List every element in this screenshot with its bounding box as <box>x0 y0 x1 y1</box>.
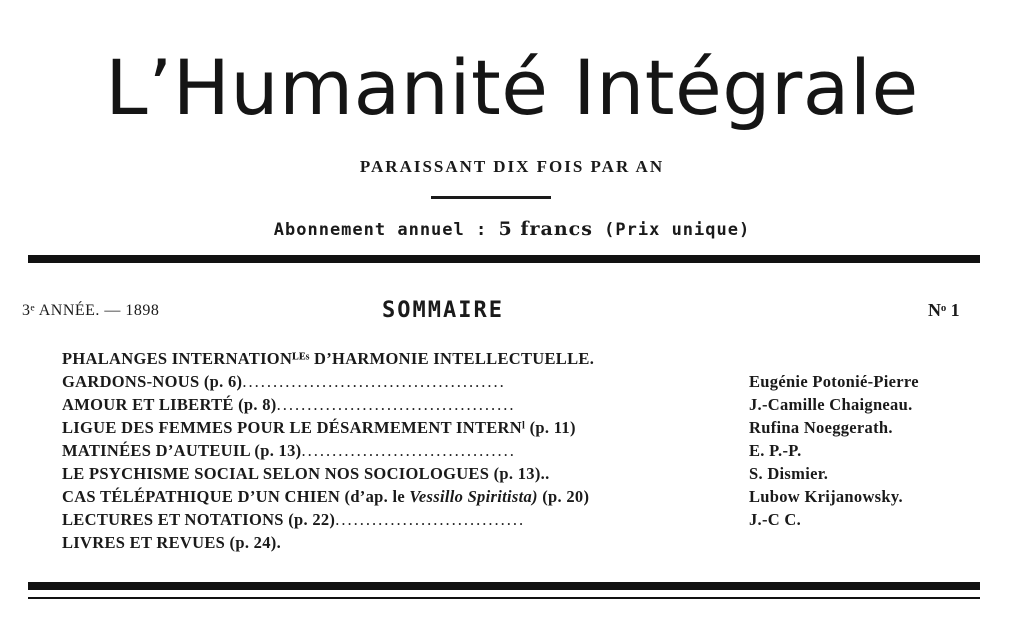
list-item <box>62 487 992 510</box>
short-divider <box>431 196 551 199</box>
article-author: J.-C C. <box>749 510 802 529</box>
list-item <box>62 349 992 372</box>
dot-leader: ............................... <box>335 510 526 529</box>
list-item <box>62 533 992 556</box>
article-title: LE PSYCHISME SOCIAL SELON NOS SOCIOLOGUES (p. 13).. <box>62 464 550 483</box>
dot-leader: ................................... <box>301 441 516 460</box>
list-item <box>62 464 992 487</box>
article-title: LECTURES ET NOTATIONS (p. 22) <box>62 510 336 529</box>
list-item <box>62 418 992 441</box>
subscription-price: 5 francs <box>498 218 593 240</box>
subscription-line <box>0 218 1024 240</box>
issue-number: Nᵒ 1 <box>928 300 960 320</box>
article-author: Rufina Noeggerath. <box>749 418 893 437</box>
bottom-rule-thin <box>28 597 980 599</box>
table-of-contents <box>62 349 992 556</box>
issue-year: 3ᵉ ANNÉE. — 1898 <box>22 302 160 319</box>
article-author: Eugénie Potonié-Pierre <box>749 372 919 391</box>
publication-frequency: PARAISSANT DIX FOIS PAR AN <box>359 157 665 176</box>
article-title: LIVRES ET REVUES (p. 24). <box>62 533 282 552</box>
article-source-italic: Vessillo Spiritista) <box>409 487 538 506</box>
top-rule <box>28 255 980 263</box>
article-title: LIGUE DES FEMMES POUR LE DÉSARMEMENT INTERNˡ (p. 11) <box>62 418 576 437</box>
article-title: MATINÉES D’AUTEUIL (p. 13) <box>62 441 302 460</box>
article-title: CAS TÉLÉPATHIQUE D’UN CHIEN (d’ap. le <box>62 487 410 506</box>
article-author: Lubow Krijanowsky. <box>749 487 903 506</box>
article-title: AMOUR ET LIBERTÉ (p. 8) <box>62 395 277 414</box>
article-title: PHALANGES INTERNATIONᴸᴱˢ D’HARMONIE INTELLECTUELLE. <box>62 349 595 368</box>
list-item <box>62 441 992 464</box>
list-item <box>62 510 992 533</box>
article-author: E. P.-P. <box>749 441 802 460</box>
article-page: (p. 20) <box>537 487 590 506</box>
dot-leader: ........................................... <box>242 372 506 391</box>
subscription-prefix: Abonnement annuel : <box>273 220 488 240</box>
masthead-title: L’Humanité Intégrale <box>105 43 919 132</box>
article-author: S. Dismier. <box>749 464 829 483</box>
bottom-rule-thick <box>28 582 980 590</box>
dot-leader: ....................................... <box>276 395 516 414</box>
article-title: GARDONS-NOUS (p. 6) <box>62 372 243 391</box>
list-item <box>62 372 992 395</box>
section-title: SOMMAIRE <box>382 298 504 323</box>
subscription-suffix: (Prix unique) <box>604 220 751 240</box>
article-author: J.-Camille Chaigneau. <box>749 395 913 414</box>
list-item <box>62 395 992 418</box>
